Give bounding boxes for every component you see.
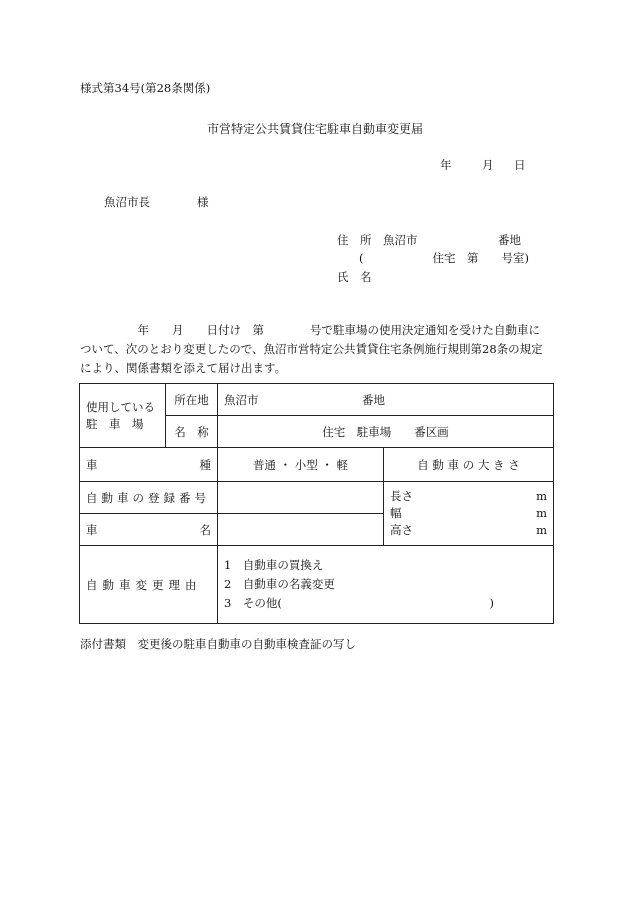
vehicle-type-label (80, 448, 218, 482)
length-unit: m (536, 489, 547, 503)
body-paragraph (80, 321, 560, 378)
form-code: 様式第34号(第28条関係) (80, 81, 211, 95)
car-name-value (218, 514, 384, 546)
body-line-3: により、関係書類を添えて届け出ます。 (80, 361, 287, 375)
change-reason-options (218, 546, 554, 624)
length-label: 長さ (390, 489, 413, 503)
body-line-2: ついて、次のとおり変更したので、魚沼市営特定公共賃貸住宅条例施行規則第28条の規定 (80, 342, 543, 356)
height-unit: m (536, 523, 547, 537)
parking-label-line1: 使用している (86, 399, 155, 414)
height-label: 高さ (390, 523, 413, 537)
vehicle-type-options: 普通 ・ 小型 ・ 軽 (218, 448, 384, 482)
location-label: 所在地 (166, 384, 218, 416)
addressee-name: 魚沼市長 (104, 195, 150, 209)
name-value: 住宅 駐車場 番区画 (218, 416, 554, 448)
applicant-room: ( 住宅 第 号室) (359, 251, 529, 265)
date-day: 日 (514, 158, 526, 172)
reason-3: 3 その他( (224, 596, 282, 610)
addressee (104, 194, 209, 210)
location-value: 魚沼市 番地 (218, 384, 554, 416)
registration-number-label: 自動車の登録番号 (80, 482, 218, 514)
vehicle-type-label-right: 種 (199, 457, 211, 472)
parking-label (80, 384, 166, 448)
applicant-address: 住 所 魚沼市 番地 (337, 233, 521, 247)
change-reason-label: 自動車変更理由 (80, 546, 218, 624)
reason-3-close: ) (489, 596, 494, 610)
reason-1: 1 自動車の買換え (224, 558, 324, 572)
name-label: 名 称 (166, 416, 218, 448)
vehicle-size-header: 自 動 車 の 大 き さ (384, 448, 554, 482)
registration-number-value (218, 482, 384, 514)
body-line-1: 年 月 日付け 第 号で駐車場の使用決定通知を受けた自動車に (80, 323, 540, 337)
attachment-note: 添付書類 変更後の駐車自動車の自動車検査証の写し (80, 637, 356, 651)
parking-label-line2: 駐 車 場 (86, 416, 144, 431)
car-name-label-left: 車 (86, 522, 98, 537)
table-row (80, 448, 554, 482)
form-title: 市営特定公共賃貸住宅駐車自動車変更届 (206, 122, 423, 136)
table-row (80, 384, 554, 416)
date-month: 月 (482, 158, 494, 172)
table-row (80, 482, 554, 514)
vehicle-type-label-left: 車 (86, 457, 98, 472)
table-row (80, 546, 554, 624)
date-line (440, 157, 526, 173)
reason-2: 2 自動車の名義変更 (224, 577, 335, 591)
vehicle-dimensions (384, 482, 554, 546)
applicant-name: 氏 名 (337, 270, 372, 284)
width-label: 幅 (390, 506, 402, 520)
date-year: 年 (440, 158, 452, 172)
width-unit: m (536, 506, 547, 520)
vehicle-change-table (79, 383, 554, 624)
addressee-honorific: 様 (197, 195, 209, 209)
car-name-label (80, 514, 218, 546)
car-name-label-right: 名 (199, 522, 211, 537)
